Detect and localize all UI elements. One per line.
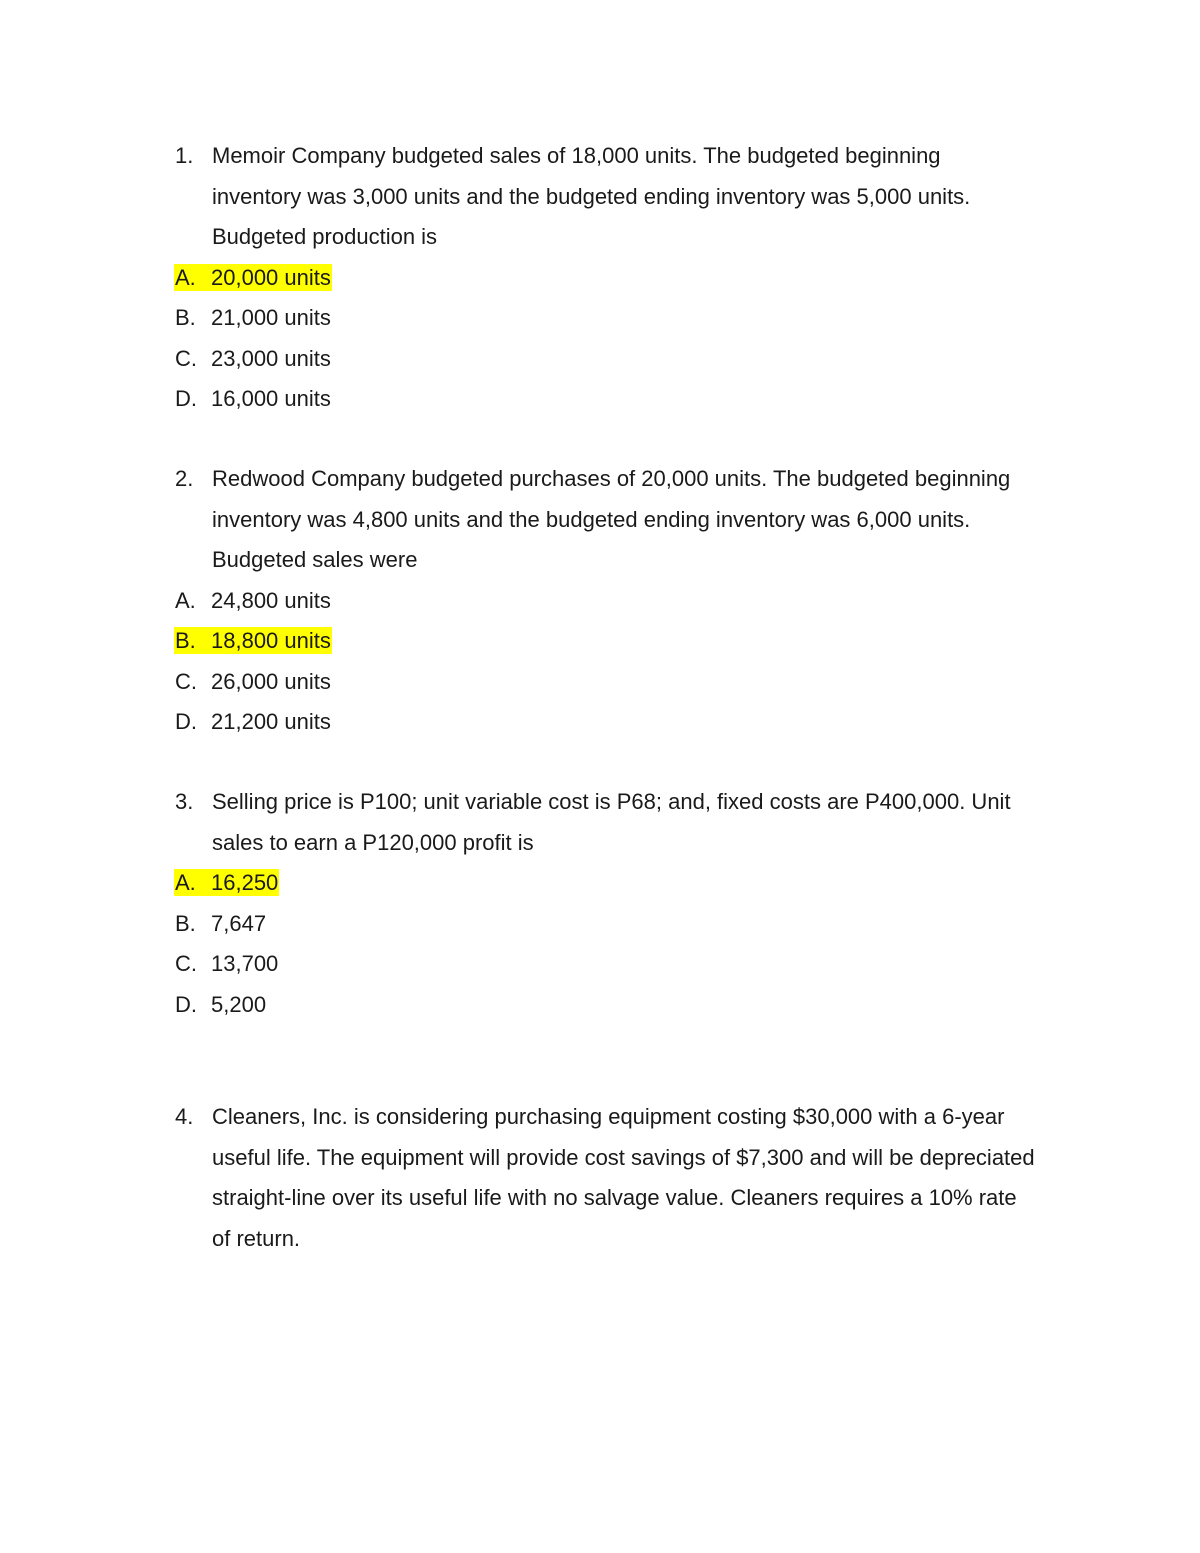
choice-c	[175, 662, 1035, 703]
choice-letter: D.	[175, 991, 197, 1017]
choice-letter: C.	[175, 668, 197, 694]
highlighted-answer	[174, 869, 279, 896]
choice-b	[175, 298, 1035, 339]
question-3	[175, 782, 1035, 1025]
question-stem	[175, 136, 1035, 258]
question-stem	[175, 1097, 1035, 1259]
choice-letter: B.	[175, 628, 196, 653]
choice-c	[175, 339, 1035, 380]
question-text: Memoir Company budgeted sales of 18,000 units. The budgeted beginning inventory was 3,000 units and the budgeted ending inventory was 5,000 units. Budgeted production is	[212, 143, 971, 249]
question-number: 4.	[175, 1104, 194, 1129]
highlighted-answer	[174, 264, 332, 291]
choice-text: 26,000 units	[211, 668, 331, 694]
question-number: 1.	[175, 143, 194, 168]
choice-letter: C.	[175, 345, 197, 371]
question-text: Selling price is P100; unit variable cost is P68; and, fixed costs are P400,000. Unit sales to earn a P120,000 profit is	[212, 789, 1011, 855]
choice-text: 16,000 units	[211, 386, 331, 411]
choice-text: 7,647	[211, 910, 267, 936]
choice-text: 24,800 units	[211, 587, 331, 613]
question-1	[175, 136, 1035, 420]
choice-text: 16,250	[211, 870, 279, 895]
choice-letter: A.	[175, 587, 196, 613]
choice-text: 13,700	[211, 951, 279, 976]
choice-text: 5,200	[211, 991, 267, 1017]
choice-letter: D.	[175, 386, 197, 411]
question-2	[175, 459, 1035, 743]
choice-a	[175, 581, 1035, 622]
choice-text: 21,200 units	[211, 709, 331, 734]
question-text: Redwood Company budgeted purchases of 20,000 units. The budgeted beginning inventory was 4,800 units and the budgeted ending inventory was 6,000 units. Budgeted sales were	[212, 466, 1011, 572]
choice-b	[175, 621, 1035, 662]
choice-a	[175, 863, 1035, 904]
choice-text: 20,000 units	[211, 264, 331, 290]
question-number: 2.	[175, 466, 194, 491]
highlighted-answer	[174, 627, 332, 654]
question-stem	[175, 459, 1035, 581]
choice-text: 18,800 units	[211, 628, 331, 653]
choice-text: 23,000 units	[211, 345, 331, 371]
choice-letter: B.	[175, 305, 196, 330]
question-text: Cleaners, Inc. is considering purchasing equipment costing $30,000 with a 6-year useful life. The equipment will provide cost savings of $7,300 and will be depreciated straight-line over its useful life with no salvage value. Cleaners requires a 10% rate of return.	[212, 1104, 1035, 1251]
choice-a	[175, 258, 1035, 299]
choice-d	[175, 702, 1035, 743]
question-number: 3.	[175, 789, 194, 814]
choice-d	[175, 379, 1035, 420]
choice-text: 21,000 units	[211, 305, 331, 330]
choice-letter: B.	[175, 910, 196, 936]
choice-list	[175, 863, 1035, 1025]
choice-list	[175, 258, 1035, 420]
choice-letter: C.	[175, 951, 197, 976]
question-4	[175, 1097, 1035, 1259]
choice-c	[175, 944, 1035, 985]
choice-letter: A.	[175, 264, 196, 290]
choice-letter: A.	[175, 870, 196, 895]
choice-b	[175, 904, 1035, 945]
choice-d	[175, 985, 1035, 1026]
choice-list	[175, 581, 1035, 743]
choice-letter: D.	[175, 709, 197, 734]
question-stem	[175, 782, 1035, 863]
